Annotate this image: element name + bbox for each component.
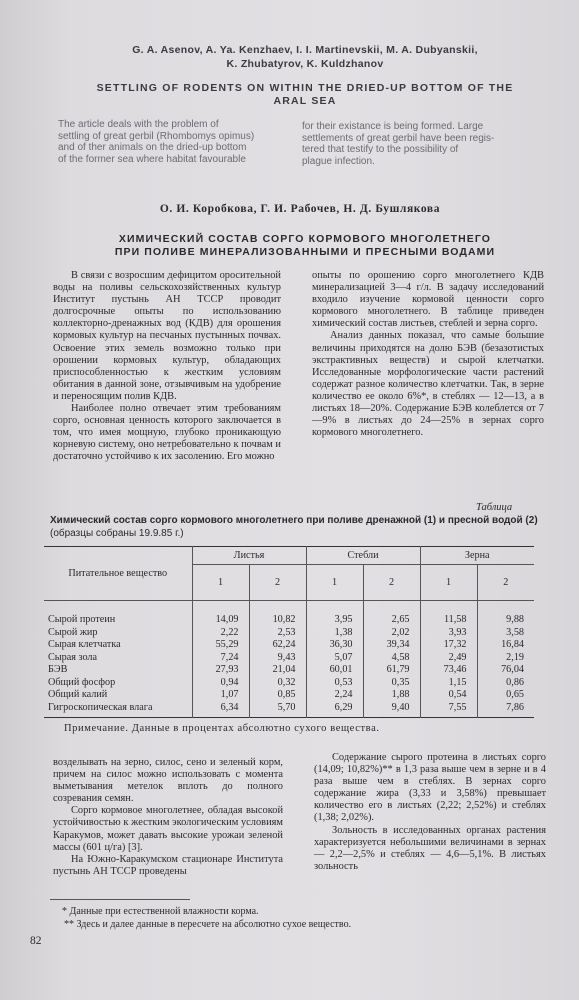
abstract-line: settlements of great gerbil have been regis- bbox=[302, 132, 495, 144]
abstract-line: plague infection. bbox=[302, 155, 375, 167]
table-cell: 5,07 bbox=[306, 652, 363, 665]
page-number: 82 bbox=[30, 935, 42, 947]
table-header-leaves: Листья bbox=[192, 547, 306, 565]
paragraph: возделывать на зерно, силос, сено и зеленый корм, причем на силос можно использовать с момента выметывания метелок вплоть до полного созревания семян. bbox=[53, 757, 283, 805]
table-cell: 4,58 bbox=[363, 652, 420, 665]
table-cell: 2,22 bbox=[192, 627, 249, 640]
abstract-line: The article deals with the problem of bbox=[58, 119, 219, 130]
table-row bbox=[44, 601, 534, 627]
table-cell: 0,54 bbox=[420, 689, 477, 702]
table-subheader: 2 bbox=[363, 565, 420, 601]
table-cell: 6,29 bbox=[306, 702, 363, 718]
table-label: Таблица bbox=[476, 502, 513, 513]
table-cell: 3,58 bbox=[506, 626, 524, 638]
table-row-label: Сырой протеин bbox=[44, 601, 192, 627]
table-cell: 0,35 bbox=[363, 677, 420, 690]
russian-title-line1: ХИМИЧЕСКИЙ СОСТАВ СОРГО КОРМОВОГО МНОГОЛЕТНЕГО bbox=[118, 233, 492, 245]
table-cell: 3,93 bbox=[420, 627, 477, 640]
english-authors bbox=[70, 43, 540, 71]
table-cell: 2,24 bbox=[306, 689, 363, 702]
table-cell: 21,04 bbox=[249, 664, 306, 677]
table-cell: 1,15 bbox=[420, 677, 477, 690]
table-cell: 0,86 bbox=[506, 676, 524, 688]
table-cell: 7,24 bbox=[192, 652, 249, 665]
table-cell: 9,43 bbox=[249, 652, 306, 665]
table-cell: 0,53 bbox=[306, 677, 363, 690]
footnote-1: * Данные при естественной влажности корма. bbox=[62, 906, 259, 917]
table-subheader: 2 bbox=[249, 565, 306, 601]
table-cell: 1,88 bbox=[363, 689, 420, 702]
paragraph: Сорго кормовое многолетнее, обладая высокой устойчивостью к жестким экологическим условиям Каракумов, может давать высокие урожаи зеленой массы (601 ц/га) [3]. bbox=[53, 805, 283, 853]
table-cell: 0,94 bbox=[192, 677, 249, 690]
table-row bbox=[44, 664, 534, 677]
paragraph: Зольность в исследованных органах растения характеризуется небольшими величинами в зернах — 2,2—2,5% и стеблях — 4,6—5,1%. В листьях зольность bbox=[314, 824, 546, 872]
table-cell: 2,19 bbox=[506, 651, 524, 663]
table-cell: 27,93 bbox=[192, 664, 249, 677]
table-cell: 7,86 bbox=[506, 701, 524, 713]
paragraph: В связи с возросшим дефицитом оросительной воды на поливы сельскохозяйственных культур Институт пустынь АН ТССР проводит долгосрочные опыты по использованию коллекторно-дренажных вод (КДВ) для орошения кормовых культур на песчаных пустынных почвах. Освоение этих земель возможно только при орошении кормовых культур, обладающих приспособленностью к жестким условиям обитания в данной зоне, отзывчивым на удобрение и переносящим полив КДВ. bbox=[53, 270, 281, 402]
english-title-line2: ARAL SEA bbox=[273, 95, 337, 107]
english-authors-line2: K. Zhubatyrov, K. Kuldzhanov bbox=[226, 58, 384, 70]
table-cell: 61,79 bbox=[363, 664, 420, 677]
table-cell: 9,88 bbox=[506, 614, 524, 625]
table-cell: 1,07 bbox=[192, 689, 249, 702]
table-caption-main: Химический состав сорго кормового многолетнего при поливе дренажной (1) и пресной водой (2) bbox=[50, 515, 538, 526]
table-cell: 73,46 bbox=[420, 664, 477, 677]
table-row bbox=[44, 627, 534, 640]
english-abstract-right bbox=[302, 121, 542, 167]
table-row bbox=[44, 652, 534, 665]
table-row-label: Сырая зола bbox=[44, 652, 192, 665]
table-row bbox=[44, 677, 534, 690]
table-cell: 2,02 bbox=[363, 627, 420, 640]
table-cell: 36,30 bbox=[306, 639, 363, 652]
table-cell: 0,32 bbox=[249, 677, 306, 690]
table-row-label: Общий фосфор bbox=[44, 677, 192, 690]
table-row bbox=[44, 702, 534, 718]
table-cell: 10,82 bbox=[249, 601, 306, 627]
upper-right-column bbox=[312, 270, 544, 439]
table-caption bbox=[50, 515, 540, 540]
table-note: Примечание. Данные в процентах абсолютно сухого вещества. bbox=[64, 723, 380, 734]
paragraph: опыты по орошению сорго многолетнего КДВ минерализацией 3—4 г/л. В задачу исследований входило изучение кормовой ценности сорго кормового многолетнего. В таблице приведен химический состав листьев, стеблей и зерна сорго. bbox=[312, 270, 544, 330]
composition-table bbox=[44, 546, 534, 718]
russian-title bbox=[70, 233, 540, 259]
table-cell: 16,84 bbox=[501, 639, 524, 650]
table-cell: 62,24 bbox=[249, 639, 306, 652]
table-cell: 60,01 bbox=[306, 664, 363, 677]
table-cell: 0,85 bbox=[249, 689, 306, 702]
lower-right-column bbox=[314, 752, 546, 873]
table-cell: 2,53 bbox=[249, 627, 306, 640]
table-cell: 2,49 bbox=[420, 652, 477, 665]
table-subheader: 1 bbox=[420, 565, 477, 601]
table-caption-date: (образцы собраны 19.9.85 г.) bbox=[50, 527, 184, 539]
abstract-line: for their existance is being formed. Large bbox=[302, 121, 484, 132]
table-cell: 7,55 bbox=[420, 702, 477, 718]
table-row-label: Гигроскопическая влага bbox=[44, 702, 192, 718]
table-cell: 2,65 bbox=[363, 601, 420, 627]
table-row-label: Сырая клетчатка bbox=[44, 639, 192, 652]
table-cell: 6,34 bbox=[192, 702, 249, 718]
abstract-line: and of ther animals on the dried-up bottom bbox=[58, 142, 247, 153]
russian-title-line2: ПРИ ПОЛИВЕ МИНЕРАЛИЗОВАННЫМИ И ПРЕСНЫМИ ВОДАМИ bbox=[114, 246, 496, 258]
paragraph: Анализ данных показал, что самые большие величины приходятся на долю БЭВ (безазотистых экстрактивных веществ) и сырой клетчатки. Исследованные морфологические части растений содержат разное количество клетчатки. Так, в зерне количество ее около 6%*, в стеблях — 12—13, а в листьях 18—20%. Содержание БЭВ колеблется от 7—9% в листьях до 24—25% в зернах сорго кормового многолетнего. bbox=[312, 330, 544, 439]
footnote-divider bbox=[50, 899, 190, 900]
table-cell: 5,70 bbox=[249, 702, 306, 718]
table-subheader: 1 bbox=[306, 565, 363, 601]
table-cell: 1,38 bbox=[306, 627, 363, 640]
table-header-grains: Зерна bbox=[420, 547, 534, 565]
table-row bbox=[44, 639, 534, 652]
table-cell: 76,04 bbox=[501, 664, 524, 675]
footnote-2: ** Здесь и далее данные в пересчете на абсолютно сухое вещество. bbox=[64, 919, 352, 930]
table-subheader: 2 bbox=[477, 565, 534, 601]
paragraph: Наиболее полно отвечает этим требованиям сорго, основная ценность которого заключается в том, что имея мощную, глубоко проникающую корневую систему, оно нетребовательно к почвам и достаточно устойчиво к их засолению. Его можно bbox=[53, 403, 281, 463]
table-row-label: Общий калий bbox=[44, 689, 192, 702]
russian-authors: О. И. Коробкова, Г. И. Рабочев, Н. Д. Бушлякова bbox=[159, 203, 441, 215]
table-cell: 39,34 bbox=[363, 639, 420, 652]
upper-left-column bbox=[53, 270, 281, 464]
table-cell: 9,40 bbox=[363, 702, 420, 718]
table-row-label: Сырой жир bbox=[44, 627, 192, 640]
table-cell: 3,95 bbox=[306, 601, 363, 627]
english-authors-line1: G. A. Asenov, A. Ya. Kenzhaev, I. I. Martinevskii, M. A. Dubyanskii, bbox=[132, 44, 478, 56]
table-cell: 0,65 bbox=[506, 689, 524, 700]
table-cell: 17,32 bbox=[420, 639, 477, 652]
table-row-label: БЭВ bbox=[44, 664, 192, 677]
english-abstract-left bbox=[58, 119, 288, 165]
table-subheader: 1 bbox=[192, 565, 249, 601]
table-header-substance: Питательное вещество bbox=[44, 547, 192, 601]
table-cell: 55,29 bbox=[192, 639, 249, 652]
paragraph: На Южно-Каракумском стационаре Института пустынь АН ТССР проведены bbox=[53, 853, 283, 877]
abstract-line: settling of great gerbil (Rhombomys opimus) bbox=[58, 130, 255, 142]
table-row bbox=[44, 689, 534, 702]
english-title-line1: SETTLING OF RODENTS ON WITHIN THE DRIED-UP BOTTOM OF THE bbox=[96, 82, 514, 94]
table-cell: 11,58 bbox=[420, 601, 477, 627]
footnotes bbox=[62, 905, 351, 931]
abstract-line: of the former sea where habitat favourable bbox=[58, 153, 246, 165]
table-body bbox=[44, 601, 534, 718]
english-title bbox=[60, 82, 550, 108]
abstract-line: tered that testify to the possibility of bbox=[302, 144, 459, 155]
table-cell: 14,09 bbox=[192, 601, 249, 627]
paragraph: Содержание сырого протеина в листьях сорго (14,09; 10,82%)** в 1,3 раза выше чем в зерне и в 4 раза выше чем в стеблях. В зернах сорго содержание жира (3,33 и 3,58%) превышает количество его в листьях (2,22; 2,52%) и стеблях (1,38; 2,02%). bbox=[314, 752, 546, 824]
table-header-stems: Стебли bbox=[306, 547, 420, 565]
lower-left-column bbox=[53, 757, 283, 878]
